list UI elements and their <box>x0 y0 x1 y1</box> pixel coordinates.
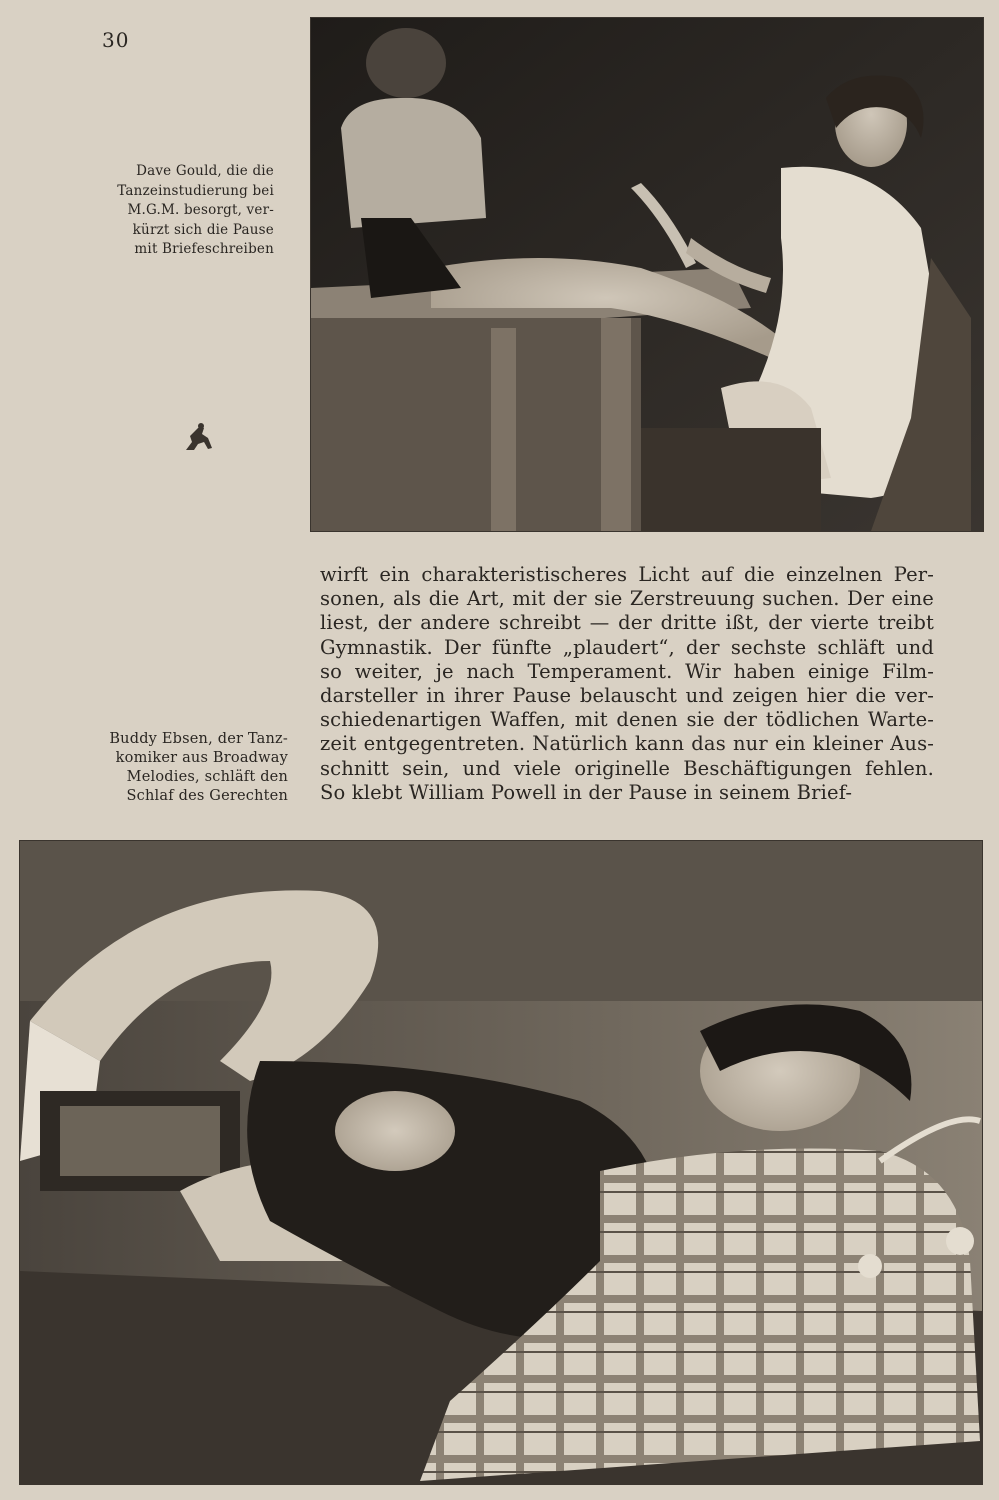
body-line: So klebt William Powell in der Pause in seinem Brief- <box>320 780 853 804</box>
body-line: Gymnastik. Der fünfte „plaudert“, der sechste schläft und <box>320 635 934 659</box>
photo-woman-writing <box>310 17 984 532</box>
body-line: liest, der andere schreibt — der dritte ißt, der vierte treibt <box>320 611 934 635</box>
body-line: wirft ein charakteristischeres Licht auf die einzelnen Per- <box>320 563 934 586</box>
caption-line: Tanzeinstudierung bei <box>117 182 274 199</box>
photo-man-sleeping <box>19 840 983 1485</box>
caption-line: Melodies, schläft den <box>126 769 288 785</box>
caption-line: komiker aus Broadway <box>115 750 288 766</box>
body-line: sonen, als die Art, mit der sie Zerstreuung suchen. Der eine <box>320 587 934 611</box>
body-line: so weiter, je nach Temperament. Wir haben einige Film- <box>320 659 934 683</box>
body-line: darsteller in ihrer Pause belauscht und zeigen hier die ver- <box>320 684 934 708</box>
caption-bottom-photo <box>104 730 288 806</box>
figure-ornament-icon <box>182 422 216 452</box>
caption-line: M.G.M. besorgt, ver- <box>127 202 274 218</box>
caption-line: Schlaf des Gerechten <box>126 788 288 804</box>
caption-line: Dave Gould, die die <box>136 163 274 179</box>
body-line: zeit entgegentreten. Natürlich kann das nur ein kleiner Aus- <box>320 732 934 756</box>
body-line: schiedenartigen Waffen, mit denen sie der tödlichen Warte- <box>320 708 934 732</box>
article-body <box>320 563 934 805</box>
caption-line: Buddy Ebsen, der Tanz- <box>109 731 288 747</box>
page-number: 30 <box>102 28 130 52</box>
caption-line: kürzt sich die Pause <box>132 221 274 238</box>
body-line: schnitt sein, und viele originelle Beschäftigungen fehlen. <box>320 756 934 780</box>
caption-line: mit Briefeschreiben <box>134 241 274 257</box>
caption-top-photo <box>104 162 274 260</box>
